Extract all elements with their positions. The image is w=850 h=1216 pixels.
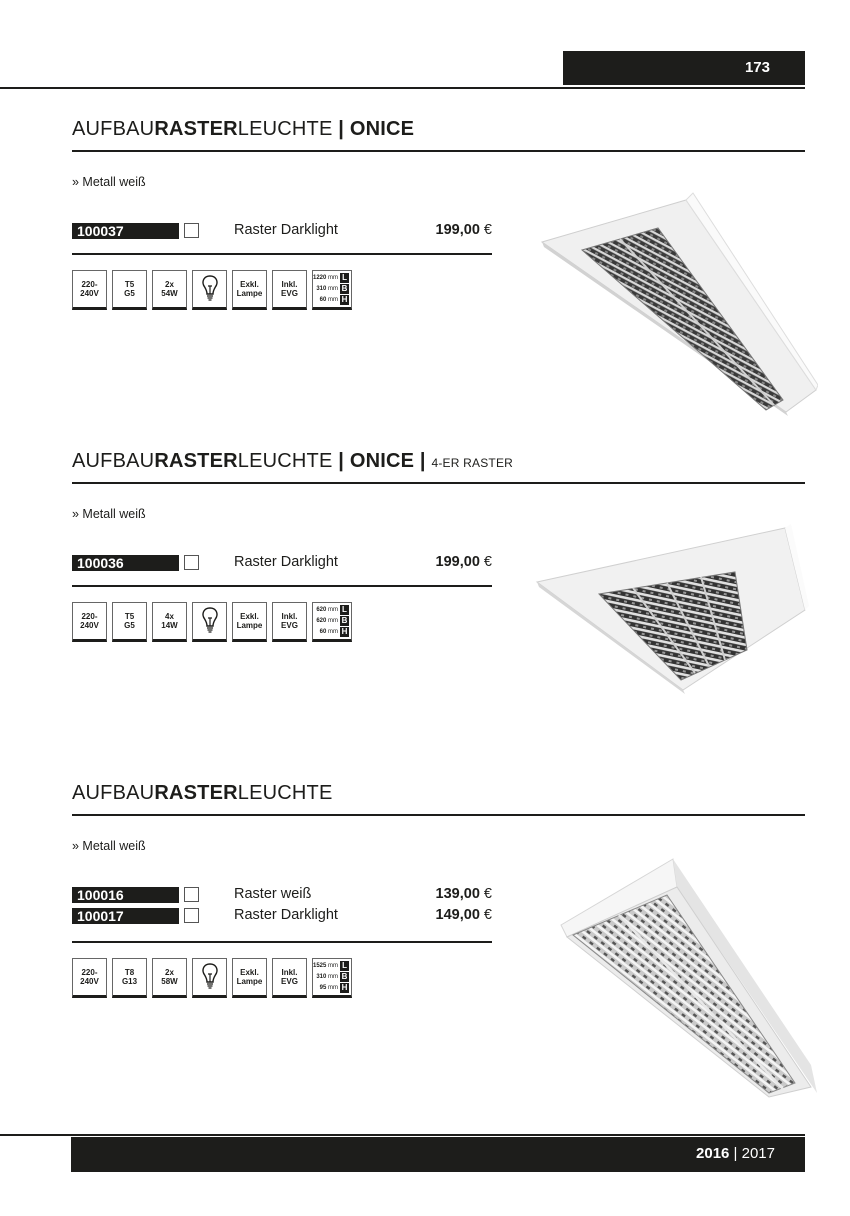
section-1-title: AUFBAURASTERLEUCHTE | ONICE: [72, 118, 415, 140]
order-checkbox[interactable]: [184, 908, 199, 923]
section-3-item-rule: [72, 941, 492, 943]
section-3-rule: [72, 814, 805, 816]
socket-icon: T5 G5: [112, 270, 147, 310]
article-description: Raster Darklight: [234, 907, 338, 923]
product-image-luminaire: [538, 190, 818, 420]
footer-year-bar: 2016 | 2017: [71, 1137, 805, 1172]
product-image-luminaire: [555, 855, 820, 1100]
evg-included-icon: Inkl. EVG: [272, 602, 307, 642]
order-checkbox[interactable]: [184, 887, 199, 902]
dimensions-icon: 1220 mm L 310 mm B 60 mm H: [312, 270, 352, 310]
article-code: 100017: [72, 908, 179, 924]
lamp-excluded-icon: Exkl. Lampe: [232, 602, 267, 642]
power-icon: 2x 58W: [152, 958, 187, 998]
article-description: Raster Darklight: [234, 222, 338, 238]
section-1-item-rule: [72, 253, 492, 255]
lamp-excluded-icon: Exkl. Lampe: [232, 958, 267, 998]
section-3-material-note: » Metall weiß: [72, 839, 146, 853]
header-rule: [0, 87, 805, 89]
article-code: 100016: [72, 887, 179, 903]
voltage-icon: 220- 240V: [72, 270, 107, 310]
article-description: Raster Darklight: [234, 554, 338, 570]
order-checkbox[interactable]: [184, 555, 199, 570]
dimensions-icon: 620 mm L 620 mm B 60 mm H: [312, 602, 352, 642]
spec-icons-row: [72, 958, 352, 1000]
article-price: 139,00 €: [435, 886, 492, 902]
product-image-luminaire: [535, 520, 815, 695]
bulb-icon: [192, 602, 227, 642]
article-description: Raster weiß: [234, 886, 312, 902]
lamp-excluded-icon: Exkl. Lampe: [232, 270, 267, 310]
bulb-icon: [192, 270, 227, 310]
section-2-title: AUFBAURASTERLEUCHTE | ONICE | 4-ER RASTER: [72, 450, 514, 472]
voltage-icon: 220- 240V: [72, 958, 107, 998]
voltage-icon: 220- 240V: [72, 602, 107, 642]
socket-icon: T5 G5: [112, 602, 147, 642]
article-price: 199,00 €: [435, 222, 492, 238]
article-code: 100037: [72, 223, 179, 239]
section-3-title: AUFBAURASTERLEUCHTE: [72, 782, 333, 804]
section-1-rule: [72, 150, 805, 152]
spec-icons-row: [72, 602, 352, 644]
section-1-material-note: » Metall weiß: [72, 175, 146, 189]
page-number: 173: [744, 59, 770, 76]
article-price: 149,00 €: [435, 907, 492, 923]
section-2-rule: [72, 482, 805, 484]
section-2-material-note: » Metall weiß: [72, 507, 146, 521]
article-price: 199,00 €: [435, 554, 492, 570]
evg-included-icon: Inkl. EVG: [272, 270, 307, 310]
section-2-item-rule: [72, 585, 492, 587]
evg-included-icon: Inkl. EVG: [272, 958, 307, 998]
bulb-icon: [192, 958, 227, 998]
page-number-box: [563, 51, 805, 85]
order-checkbox[interactable]: [184, 223, 199, 238]
power-icon: 4x 14W: [152, 602, 187, 642]
article-code: 100036: [72, 555, 179, 571]
dimensions-icon: 1525 mm L 310 mm B 95 mm H: [312, 958, 352, 998]
footer-rule: [0, 1134, 805, 1136]
power-icon: 2x 54W: [152, 270, 187, 310]
spec-icons-row: [72, 270, 352, 312]
socket-icon: T8 G13: [112, 958, 147, 998]
